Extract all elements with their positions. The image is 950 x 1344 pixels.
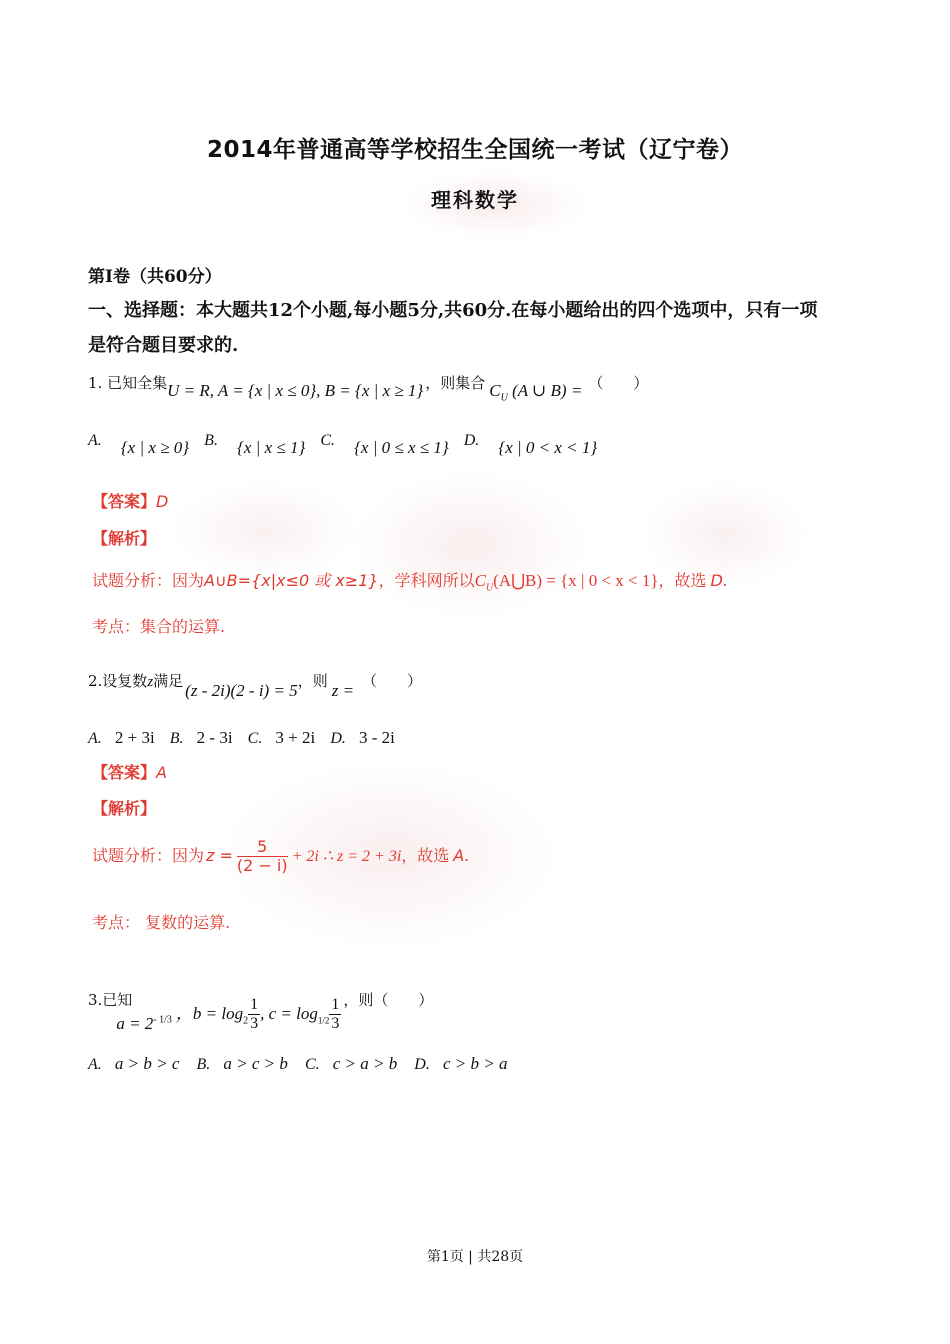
option-label-a: A. <box>88 730 102 747</box>
option-label-b: B. <box>196 1056 211 1073</box>
watermark-seal <box>350 470 590 620</box>
option-text-b: {x | x ≤ 1} <box>237 438 306 457</box>
fraction-denominator: 3 <box>331 1015 340 1032</box>
option-label-b: B. <box>169 730 184 747</box>
fraction-denominator: 3 <box>250 1015 259 1032</box>
question-2-then: ，则 <box>297 672 328 690</box>
analysis-math: A∪B={x|x≤0 或 x≥1} <box>204 571 379 590</box>
analysis-tag: 【解析】 <box>92 799 157 818</box>
analysis-tag: 【解析】 <box>92 529 157 548</box>
option-text-a: {x | x ≥ 0} <box>120 438 190 457</box>
fraction-numerator: 5 <box>237 838 288 857</box>
analysis-text: ，故选 <box>658 571 707 590</box>
page-footer: 第1页 | 共28页 <box>426 1249 524 1265</box>
question-1-prefix: 1. 已知全集 <box>88 374 168 392</box>
question-2-point: 考点： 复数的运算. <box>92 913 231 932</box>
fraction-numerator: 1 <box>250 996 259 1013</box>
question-3-prefix: 3.已知 <box>88 991 133 1009</box>
analysis-fraction <box>237 838 288 875</box>
answer-tag: 【答案】 <box>92 492 157 511</box>
option-label-c: C. <box>320 432 336 449</box>
question-2-cond: 满足 <box>153 672 184 690</box>
question-3-a <box>116 1014 172 1033</box>
question-1-paren: （ ） <box>588 374 649 392</box>
answer-value: D <box>156 492 169 511</box>
a-expression: a = 2 <box>116 1014 154 1033</box>
analysis-choice: D. <box>710 571 728 590</box>
question-1-stem <box>88 372 649 404</box>
document-title: 2014年普通高等学校招生全国统一考试（辽宁卷） <box>206 137 743 163</box>
question-2-equation: (z - 2i)(2 - i) = 5 <box>185 681 298 700</box>
option-text-c: {x | 0 ≤ x ≤ 1} <box>354 438 449 457</box>
question-3-fraction-b <box>248 996 260 1033</box>
option-text-b: 2 - 3i <box>196 728 233 747</box>
question-1-complement <box>489 381 583 404</box>
question-3-options <box>88 1054 507 1074</box>
question-2-stem <box>88 670 423 700</box>
analysis-z: z = <box>206 846 233 865</box>
question-2-answer <box>92 760 167 783</box>
complement-symbol: C <box>489 381 501 400</box>
option-label-b: B. <box>204 432 218 449</box>
option-label-d: D. <box>414 1056 430 1073</box>
analysis-math: + 2i ∴ z = 2 + 3i <box>291 848 402 865</box>
question-3-c <box>260 1004 330 1026</box>
c-base: 1/2 <box>317 1015 330 1026</box>
question-2-analysis <box>92 838 470 875</box>
fraction-numerator: 1 <box>331 996 340 1013</box>
option-label-d: D. <box>463 432 480 449</box>
option-text-c: 3 + 2i <box>275 728 316 747</box>
analysis-text: ，故选 <box>401 846 450 865</box>
question-2-prefix: 2.设复数 <box>88 672 148 690</box>
answer-tag: 【答案】 <box>92 763 157 782</box>
complement-subscript: U <box>500 392 508 404</box>
question-1-options <box>88 430 598 457</box>
option-text-a: 2 + 3i <box>114 728 155 747</box>
answer-value: A <box>156 763 167 782</box>
b-expression: ，b = log <box>175 1004 244 1023</box>
question-2-paren: （ ） <box>362 672 423 690</box>
complement-symbol: C <box>474 571 486 590</box>
option-label-a: A. <box>88 432 102 449</box>
option-text-d: 3 - 2i <box>358 728 395 747</box>
analysis-text: 试题分析：因为 <box>92 846 205 865</box>
analysis-text: ，学科网所以 <box>378 571 475 590</box>
question-1-set-def: U = R, A = {x | x ≤ 0}, B = {x | x ≥ 1} <box>167 381 424 400</box>
question-3-b <box>175 1004 249 1027</box>
document-subtitle: 理科数学 <box>431 188 519 212</box>
option-text-d: c > b > a <box>442 1054 508 1073</box>
question-1-ask: ，则集合 <box>425 374 486 392</box>
a-exponent: - 1/3 <box>153 1014 172 1026</box>
question-2-options <box>88 728 395 748</box>
option-label-a: A. <box>88 1056 102 1073</box>
fraction-denominator: (2 − i) <box>236 856 288 875</box>
instruction-line-1: 一、选择题：本大题共12个小题,每小题5分,共60分.在每小题给出的四个选项中，只有一项 <box>88 300 818 321</box>
analysis-text: 试题分析：因为 <box>92 571 205 590</box>
b-base: 2 <box>243 1015 249 1027</box>
analysis-choice: A. <box>453 846 470 865</box>
question-1-point: 考点：集合的运算. <box>92 617 226 636</box>
complement-expr: (A ∪ B) = <box>512 381 583 400</box>
complement-subscript: U <box>485 582 494 594</box>
question-3-stem <box>88 982 434 1033</box>
analysis-complement <box>474 571 494 594</box>
instruction-line-2: 是符合题目要求的. <box>88 335 239 356</box>
c-expression: , c = log <box>260 1004 318 1023</box>
option-text-d: {x | 0 < x < 1} <box>498 438 598 457</box>
analysis-result: (A⋃B) = {x | 0 < x < 1} <box>493 571 659 590</box>
option-text-b: a > c > b <box>223 1054 288 1073</box>
question-3-fraction-c <box>329 996 341 1033</box>
question-1-analysis <box>92 568 728 593</box>
option-label-c: C. <box>247 730 263 747</box>
question-2-ask: z = <box>331 681 355 700</box>
question-3-then: ，则（ ） <box>343 991 434 1009</box>
question-1-answer <box>92 489 168 512</box>
question-2-var: z <box>147 674 154 690</box>
section-heading: 第Ⅰ卷（共60分） <box>88 267 222 287</box>
watermark-seal <box>170 480 360 580</box>
option-text-c: c > a > b <box>332 1054 398 1073</box>
option-label-c: C. <box>304 1056 320 1073</box>
option-text-a: a > b > c <box>114 1054 180 1073</box>
option-label-d: D. <box>330 730 346 747</box>
